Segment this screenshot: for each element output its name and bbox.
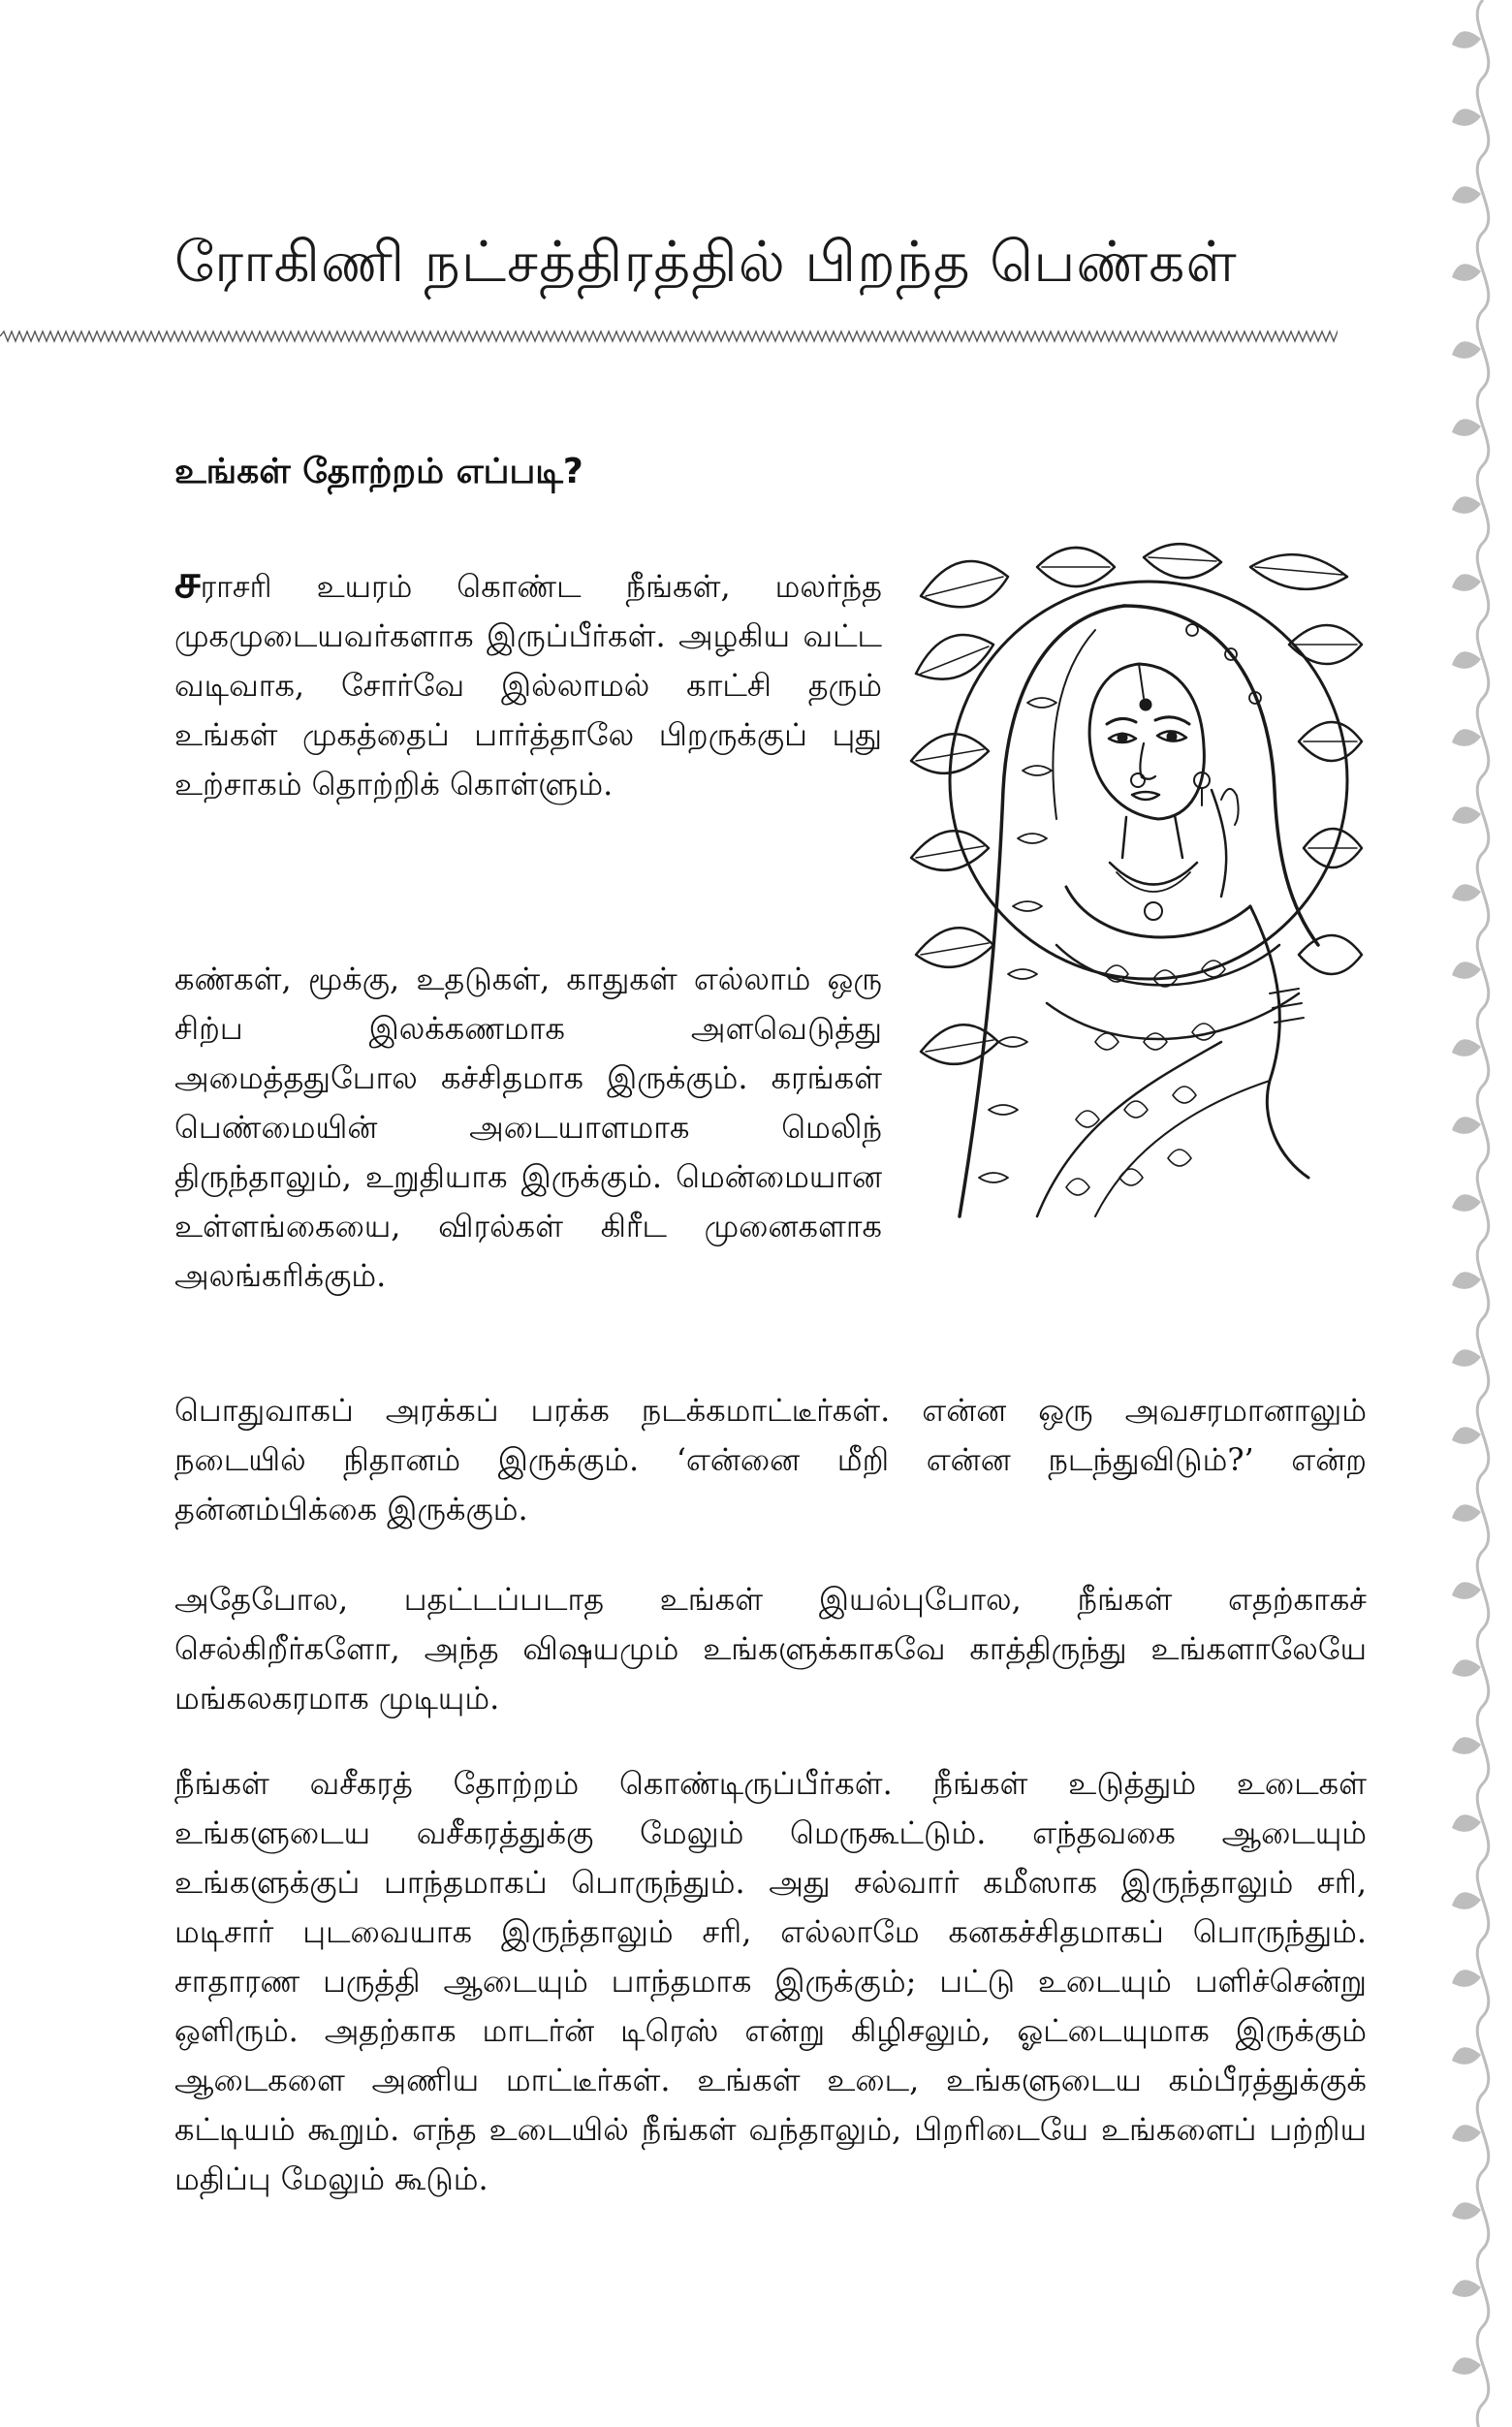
woman-in-saree-illustration bbox=[901, 538, 1367, 1231]
vine-border-ornament bbox=[1425, 0, 1512, 2427]
paragraph-2: கண்கள், மூக்கு, உதடுகள், காதுகள் எல்லாம் ஒரு சிற்ப இலக்கணமாக அளவெடுத்து அமைத்ததுபோல கச்சிதமாக இருக்கும். கரங்கள் பெண்மையின் அடையாளமாக மெலிந் திருந்தாலும், உறுதியாக இருக்கும். மென்மையான உள்ளங்கையை, விரல்கள் கிரீட முனைகளாக அலங்கரிக்கும். bbox=[174, 961, 882, 1294]
paragraph-5: நீங்கள் வசீகரத் தோற்றம் கொண்டிருப்பீர்கள். நீங்கள் உடுத்தும் உடைகள் உங்களுடைய வசீகரத்துக்கு மேலும் மெருகூட்டும். எந்தவகை ஆடையும் உங்களுக்குப் பாந்தமாகப் பொருந்தும். அது சல்வார் கமீஸாக இருந்தாலும் சரி, மடிசார் புடவையாக இருந்தாலும் சரி, எல்லாமே கனகச்சிதமாகப் பொருந்தும். சாதாரண பருத்தி ஆடையும் பாந்தமாக இருக்கும்; பட்டு உடையும் பளிச்சென்று ஒளிரும். அதற்காக மாடர்ன் டிரெஸ் என்று கிழிசலும், ஓட்டையுமாக இருக்கும் ஆடைகளை அணிய மாட்டீர்கள். உங்கள் உடை, உங்களுடைய கம்பீரத்துக்குக் கட்டியம் கூறும். எந்த உடையில் நீங்கள் வந்தாலும், பிறரிடையே உங்களைப் பற்றிய மதிப்பு மேலும் கூடும். bbox=[174, 1765, 1367, 2197]
drop-cap: ச bbox=[174, 554, 201, 609]
paragraph-4: அதேபோல, பதட்டப்படாத உங்கள் இயல்புபோல, நீங்கள் எதற்காகச் செல்கிறீர்களோ, அந்த விஷயமும் உங்களுக்காகவே காத்திருந்து உங்களாலேயே மங்கலகரமாக முடியும். bbox=[174, 1581, 1367, 1717]
title-divider bbox=[0, 330, 1338, 343]
paragraph-3: பொதுவாகப் அரக்கப் பரக்க நடக்கமாட்டீர்கள். என்ன ஒரு அவசரமானாலும் நடையில் நிதானம் இருக்கும். ‘என்னை மீறி என்ன நடந்துவிடும்?’ என்ற தன்னம்பிக்கை இருக்கும். bbox=[174, 1392, 1367, 1528]
paragraph-1 bbox=[174, 554, 882, 809]
section-heading: உங்கள் தோற்றம் எப்படி? bbox=[174, 452, 583, 491]
page-title: ரோகிணி நட்சத்திரத்தில் பிறந்த பெண்கள் bbox=[174, 229, 1238, 295]
paragraph-1-text: ராசரி உயரம் கொண்ட நீங்கள், மலர்ந்த முகமுடையவர்களாக இருப்பீர்கள். அழகிய வட்ட வடிவாக, சோர்வே இல்லாமல் காட்சி தரும் உங்கள் முகத்தைப் பார்த்தாலே பிறருக்குப் புது உற்சாகம் தொற்றிக் கொள்ளும். bbox=[174, 568, 882, 803]
